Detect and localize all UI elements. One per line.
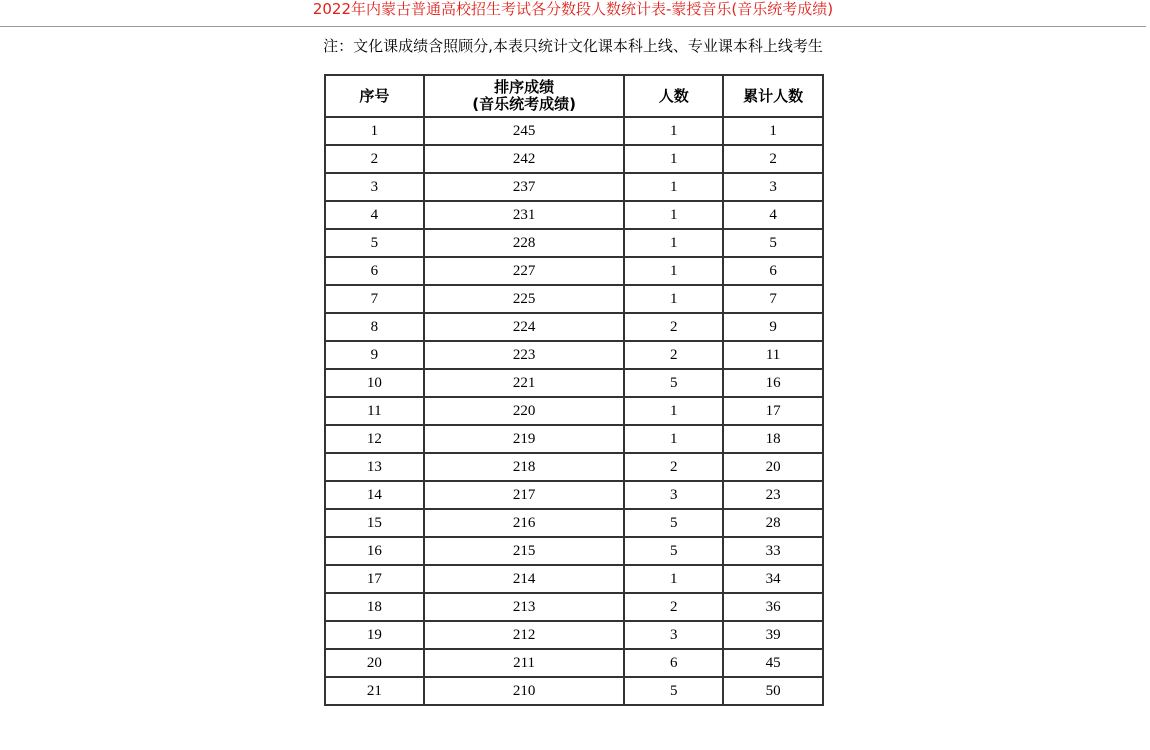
header-seq: 序号 xyxy=(325,75,424,117)
header-score-line2: (音乐统考成绩) xyxy=(472,95,576,113)
cell-count: 1 xyxy=(624,201,723,229)
cell-score: 231 xyxy=(424,201,625,229)
cell-count: 2 xyxy=(624,453,723,481)
cell-count: 3 xyxy=(624,621,723,649)
cell-cumulative: 17 xyxy=(723,397,823,425)
table-row xyxy=(325,117,823,145)
score-table-container xyxy=(324,74,824,706)
title-divider xyxy=(0,26,1146,27)
cell-cumulative: 20 xyxy=(723,453,823,481)
cell-seq: 1 xyxy=(325,117,424,145)
cell-cumulative: 9 xyxy=(723,313,823,341)
cell-score: 227 xyxy=(424,257,625,285)
cell-score: 220 xyxy=(424,397,625,425)
cell-cumulative: 11 xyxy=(723,341,823,369)
cell-count: 1 xyxy=(624,285,723,313)
cell-count: 1 xyxy=(624,117,723,145)
table-row xyxy=(325,173,823,201)
table-row xyxy=(325,593,823,621)
table-row xyxy=(325,565,823,593)
cell-count: 1 xyxy=(624,229,723,257)
cell-count: 1 xyxy=(624,257,723,285)
table-row xyxy=(325,425,823,453)
cell-score: 215 xyxy=(424,537,625,565)
cell-cumulative: 39 xyxy=(723,621,823,649)
table-row xyxy=(325,397,823,425)
cell-cumulative: 45 xyxy=(723,649,823,677)
cell-seq: 4 xyxy=(325,201,424,229)
cell-count: 5 xyxy=(624,509,723,537)
table-row xyxy=(325,229,823,257)
cell-count: 2 xyxy=(624,313,723,341)
cell-count: 3 xyxy=(624,481,723,509)
cell-seq: 15 xyxy=(325,509,424,537)
header-cumulative: 累计人数 xyxy=(723,75,823,117)
cell-seq: 13 xyxy=(325,453,424,481)
table-row xyxy=(325,201,823,229)
table-row xyxy=(325,537,823,565)
cell-seq: 17 xyxy=(325,565,424,593)
cell-seq: 3 xyxy=(325,173,424,201)
cell-score: 221 xyxy=(424,369,625,397)
note-text: 注：文化课成绩含照顾分,本表只统计文化课本科上线、专业课本科上线考生 xyxy=(323,37,823,55)
score-distribution-table xyxy=(324,74,824,706)
cell-seq: 5 xyxy=(325,229,424,257)
cell-seq: 20 xyxy=(325,649,424,677)
cell-score: 211 xyxy=(424,649,625,677)
cell-score: 224 xyxy=(424,313,625,341)
cell-cumulative: 6 xyxy=(723,257,823,285)
table-row xyxy=(325,369,823,397)
cell-count: 5 xyxy=(624,369,723,397)
cell-count: 1 xyxy=(624,425,723,453)
cell-score: 214 xyxy=(424,565,625,593)
cell-count: 2 xyxy=(624,593,723,621)
cell-count: 5 xyxy=(624,537,723,565)
cell-cumulative: 34 xyxy=(723,565,823,593)
cell-score: 245 xyxy=(424,117,625,145)
cell-cumulative: 1 xyxy=(723,117,823,145)
table-row xyxy=(325,285,823,313)
cell-cumulative: 28 xyxy=(723,509,823,537)
table-row xyxy=(325,481,823,509)
table-row xyxy=(325,453,823,481)
table-row xyxy=(325,509,823,537)
header-score-line1: 排序成绩 xyxy=(494,78,555,96)
cell-cumulative: 18 xyxy=(723,425,823,453)
cell-seq: 19 xyxy=(325,621,424,649)
cell-seq: 12 xyxy=(325,425,424,453)
cell-seq: 21 xyxy=(325,677,424,705)
cell-seq: 7 xyxy=(325,285,424,313)
cell-count: 5 xyxy=(624,677,723,705)
cell-cumulative: 23 xyxy=(723,481,823,509)
cell-score: 219 xyxy=(424,425,625,453)
header-count: 人数 xyxy=(624,75,723,117)
cell-cumulative: 5 xyxy=(723,229,823,257)
cell-score: 225 xyxy=(424,285,625,313)
cell-seq: 14 xyxy=(325,481,424,509)
cell-score: 242 xyxy=(424,145,625,173)
cell-count: 1 xyxy=(624,397,723,425)
cell-cumulative: 7 xyxy=(723,285,823,313)
cell-cumulative: 4 xyxy=(723,201,823,229)
cell-count: 6 xyxy=(624,649,723,677)
page-title: 2022年内蒙古普通高校招生考试各分数段人数统计表-蒙授音乐(音乐统考成绩) xyxy=(312,0,834,18)
cell-count: 1 xyxy=(624,565,723,593)
cell-count: 1 xyxy=(624,145,723,173)
table-row xyxy=(325,341,823,369)
table-row xyxy=(325,313,823,341)
cell-score: 212 xyxy=(424,621,625,649)
cell-count: 1 xyxy=(624,173,723,201)
table-body xyxy=(325,117,823,705)
cell-seq: 6 xyxy=(325,257,424,285)
cell-score: 210 xyxy=(424,677,625,705)
cell-score: 218 xyxy=(424,453,625,481)
cell-cumulative: 33 xyxy=(723,537,823,565)
cell-cumulative: 50 xyxy=(723,677,823,705)
cell-score: 228 xyxy=(424,229,625,257)
table-row xyxy=(325,257,823,285)
cell-seq: 8 xyxy=(325,313,424,341)
table-row xyxy=(325,145,823,173)
cell-seq: 11 xyxy=(325,397,424,425)
cell-score: 223 xyxy=(424,341,625,369)
cell-cumulative: 36 xyxy=(723,593,823,621)
cell-score: 213 xyxy=(424,593,625,621)
cell-cumulative: 2 xyxy=(723,145,823,173)
cell-count: 2 xyxy=(624,341,723,369)
table-row xyxy=(325,649,823,677)
cell-cumulative: 3 xyxy=(723,173,823,201)
cell-score: 237 xyxy=(424,173,625,201)
cell-cumulative: 16 xyxy=(723,369,823,397)
table-row xyxy=(325,677,823,705)
cell-seq: 18 xyxy=(325,593,424,621)
cell-score: 217 xyxy=(424,481,625,509)
table-header-row xyxy=(325,75,823,117)
cell-seq: 10 xyxy=(325,369,424,397)
header-score xyxy=(424,75,625,117)
cell-seq: 9 xyxy=(325,341,424,369)
cell-seq: 16 xyxy=(325,537,424,565)
cell-score: 216 xyxy=(424,509,625,537)
cell-seq: 2 xyxy=(325,145,424,173)
table-row xyxy=(325,621,823,649)
